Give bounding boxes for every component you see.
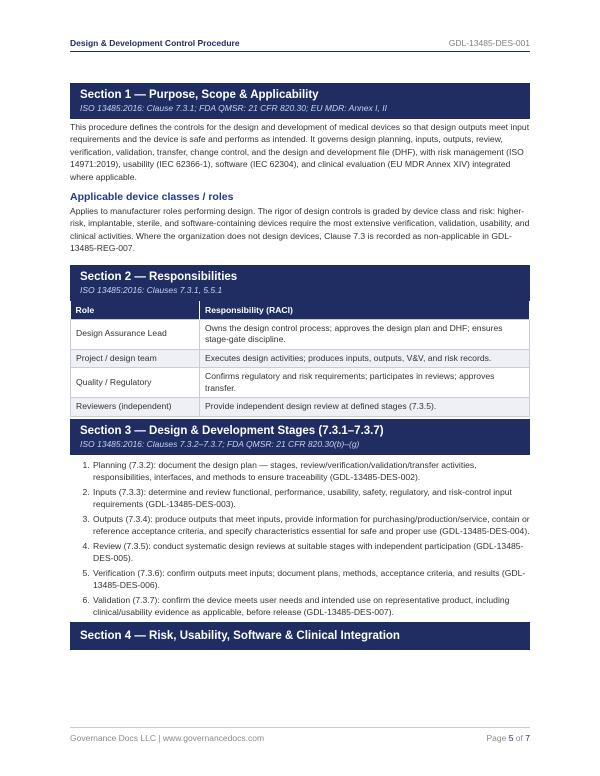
page-of: of bbox=[515, 733, 523, 743]
table-row bbox=[71, 349, 530, 368]
page-total: 7 bbox=[525, 733, 530, 743]
table-row bbox=[71, 398, 530, 417]
section-2-header bbox=[70, 265, 530, 301]
section-3-header bbox=[70, 419, 530, 455]
responsibility-cell: Owns the design control process; approves the design plan and DHF; ensures stage-gate discipline. bbox=[200, 319, 530, 349]
list-item: 3. Outputs (7.3.4): produce outputs that meet inputs, provide information for purchasing/production/service, contain or reference acceptance criteria, and specify characteristics essential for safe and proper use (GDL-13485-DES-004). bbox=[92, 513, 530, 537]
column-header-responsibility: Responsibility (RACI) bbox=[200, 301, 530, 320]
column-header-role: Role bbox=[71, 301, 200, 320]
list-item: 5. Verification (7.3.6): confirm outputs meet inputs; document plans, methods, acceptance criteria, and results (GDL-13485-DES-006). bbox=[92, 567, 530, 591]
header-title: Design & Development Control Procedure bbox=[70, 38, 240, 48]
section-4-title: Section 4 — Risk, Usability, Software & Clinical Integration bbox=[80, 629, 400, 642]
section-2-title: Section 2 — Responsibilities bbox=[80, 270, 238, 283]
section-3-subtitle: ISO 13485:2016: Clauses 7.3.2–7.3.7; FDA QMSR: 21 CFR 820.30(b)–(g) bbox=[80, 438, 360, 449]
page-content bbox=[70, 83, 530, 650]
page-footer bbox=[70, 727, 530, 743]
page-word: Page bbox=[486, 733, 507, 743]
responsibilities-table bbox=[70, 301, 530, 417]
section-1-title: Section 1 — Purpose, Scope & Applicability bbox=[80, 89, 319, 101]
table-row bbox=[71, 319, 530, 349]
footer-company: Governance Docs LLC | www.governancedocs.com bbox=[70, 733, 265, 743]
section-1-header bbox=[70, 83, 530, 119]
section-1-body: This procedure defines the controls for the design and development of medical devices so that design outputs meet input requirements and the device is safe and performs as intended. It governs design planning, inputs, outputs, review, verification, validation, transfer, change control, and the design and development file (DHF), with risk management (ISO 14971:2019), usability (IEC 62366-1), software (IEC 62304), and clinical evaluation (EU MDR Annex XIV) integrated where applicable. bbox=[70, 122, 530, 182]
section-3-title: Section 3 — Design & Development Stages (7.3.1–7.3.7) bbox=[80, 424, 384, 437]
page-header bbox=[70, 32, 530, 52]
responsibility-cell: Provide independent design review at defined stages (7.3.5). bbox=[200, 398, 530, 417]
role-cell: Quality / Regulatory bbox=[71, 368, 200, 398]
list-item: 2. Inputs (7.3.3): determine and review functional, performance, usability, safety, regulatory, and risk-control input requirements (GDL-13485-DES-003). bbox=[92, 486, 530, 510]
role-cell: Project / design team bbox=[71, 349, 200, 368]
section-2-subtitle: ISO 13485:2016: Clauses 7.3.1, 5.5.1 bbox=[80, 284, 223, 295]
list-item: 1. Planning (7.3.2): document the design plan — stages, review/verification/validation/transfer activities, responsibilities, interfaces, and methods to ensure traceability (GDL-13485-DES-002). bbox=[92, 459, 530, 483]
section-4-header bbox=[70, 622, 530, 650]
applicable-classes-body: Applies to manufacturer roles performing design. The rigor of design controls is graded by device class and risk: higher-risk, implantable, sterile, and software-containing devices require the most extensive verification, validation, usability, and clinical activities. Where the organization does not design devices, Clause 7.3 is recorded as non-applicable in GDL-13485-REG-007. bbox=[70, 206, 530, 254]
table-header-row bbox=[71, 301, 530, 320]
section-1-subtitle: ISO 13485:2016: Clause 7.3.1; FDA QMSR: 21 CFR 820.30; EU MDR: Annex I, II bbox=[80, 103, 387, 113]
applicable-classes-heading: Applicable device classes / roles bbox=[70, 191, 234, 204]
design-stages-list bbox=[70, 459, 530, 618]
list-item: 4. Review (7.3.5): conduct systematic design reviews at suitable stages with independent participation (GDL-13485-DES-005). bbox=[92, 540, 530, 564]
role-cell: Reviewers (independent) bbox=[71, 398, 200, 417]
footer-page-number bbox=[486, 733, 530, 743]
list-item: 6. Validation (7.3.7): confirm the device meets user needs and intended use on representative product, including clinical/usability evidence as applicable, before release (GDL-13485-DES-007). bbox=[92, 594, 530, 618]
responsibility-cell: Confirms regulatory and risk requirements; participates in reviews; approves transfer. bbox=[200, 368, 530, 398]
page-current: 5 bbox=[508, 733, 514, 743]
role-cell: Design Assurance Lead bbox=[71, 319, 200, 349]
table-row bbox=[71, 368, 530, 398]
header-doc-id: GDL-13485-DES-001 bbox=[448, 38, 530, 48]
responsibility-cell: Executes design activities; produces inputs, outputs, V&V, and risk records. bbox=[200, 349, 530, 368]
